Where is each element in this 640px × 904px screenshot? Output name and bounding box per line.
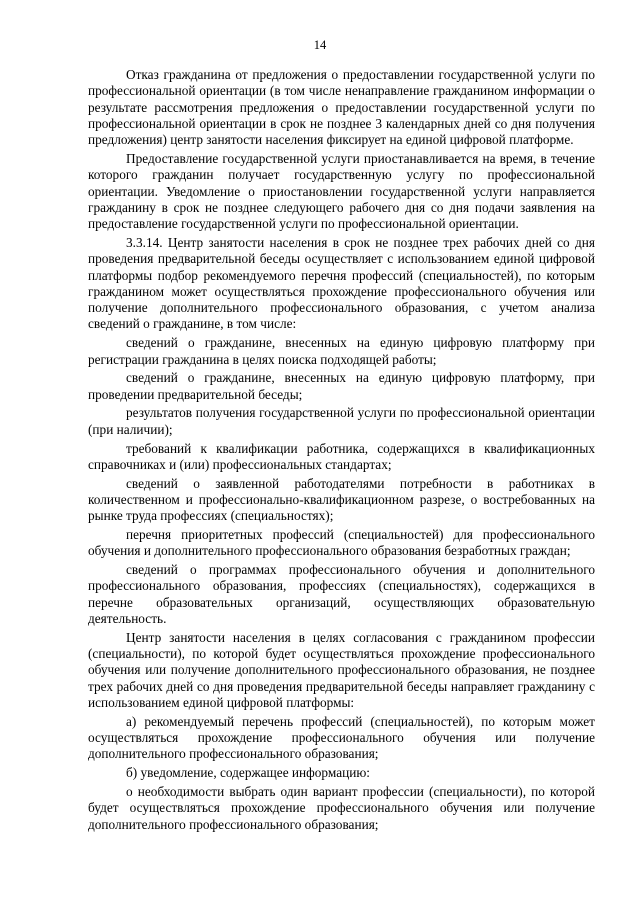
page-number: 14 xyxy=(313,38,327,52)
list-item: о необходимости выбрать один вариант профессии (специальности), по которой будет осуществляться прохождение профессионального обучения или получение дополнительного профессионального образования; xyxy=(88,783,595,832)
list-item: а) рекомендуемый перечень профессий (специальностей), по которым может осуществляться прохождение профессионального обучения или получение дополнительного профессионального образования; xyxy=(88,713,595,762)
paragraph: 3.3.14. Центр занятости населения в срок не позднее трех рабочих дней со дня проведения предварительной беседы осуществляет с использованием единой цифровой платформы подбор рекомендуемого перечня профессий (специальностей), по которым гражданином может осуществляться прохождение профессионального обучения или получение дополнительного профессионального образования, с учетом анализа сведений о гражданине, в том числе: xyxy=(88,234,595,332)
list-item: требований к квалификации работника, содержащихся в квалификационных справочниках и (или) профессиональных стандартах; xyxy=(88,440,595,472)
paragraph: Отказ гражданина от предложения о предоставлении государственной услуги по профессиональной ориентации (в том числе ненаправление гражданином информации о результате рассмотрения предложения о предоставлении государственной услуги по профессиональной ориентации в срок не позднее 3 календарных дней со дня получения предложения) центр занятости населения фиксирует на единой цифровой платформе. xyxy=(88,67,595,148)
list-item: перечня приоритетных профессий (специальностей) для профессионального обучения и дополнительного профессионального образования безработных граждан; xyxy=(88,527,595,559)
document-body xyxy=(88,67,595,835)
list-item: результатов получения государственной услуги по профессиональной ориентации (при наличии); xyxy=(88,405,595,437)
list-item: сведений о программах профессионального обучения и дополнительного профессионального образования, профессиях (специальностях), содержащихся в перечне образовательных организаций, осуществляющих образовательную деятельность. xyxy=(88,562,595,626)
list-item: б) уведомление, содержащее информацию: xyxy=(126,765,370,781)
list-item: сведений о гражданине, внесенных на единую цифровую платформу, при проведении предварительной беседы; xyxy=(88,370,595,402)
list-item: сведений о гражданине, внесенных на единую цифровую платформу при регистрации гражданина в целях поиска подходящей работы; xyxy=(88,335,595,367)
list-item: сведений о заявленной работодателями потребности в работниках в количественном и профессионально-квалификационном разрезе, о востребованных на рынке труда профессиях (специальностях); xyxy=(88,475,595,524)
paragraph: Предоставление государственной услуги приостанавливается на время, в течение которого гражданин получает государственную услугу по профессиональной ориентации. Уведомление о приостановлении государственной услуги направляется гражданину в срок не позднее следующего рабочего дня со дня подачи заявления на предоставление государственной услуги по профессиональной ориентации. xyxy=(88,150,595,232)
paragraph: Центр занятости населения в целях согласования с гражданином профессии (специальности), по которой будет осуществляться прохождение профессионального обучения или получение дополнительного профессионального образования, не позднее трех рабочих дней со дня проведения предварительной беседы направляет гражданину с использованием единой цифровой платформы: xyxy=(88,629,595,710)
